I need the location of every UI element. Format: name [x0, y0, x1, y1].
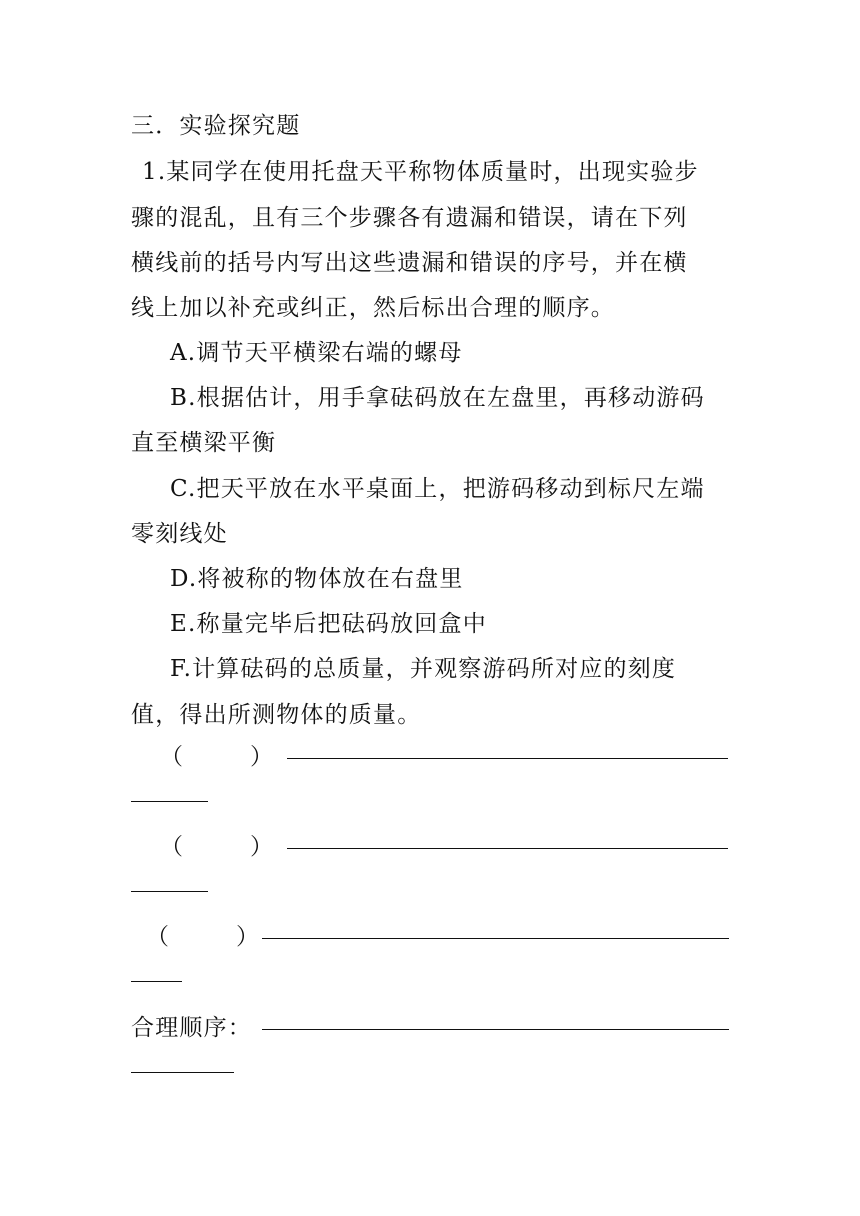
step-b-line-1: B.根据估计，用手拿砝码放在左盘里，再移动游码 [170, 385, 705, 411]
step-c-line-1: C.把天平放在水平桌面上，把游码移动到标尺左端 [170, 476, 705, 502]
open-paren: （ [160, 744, 183, 770]
order-label: 合理顺序： [131, 1015, 252, 1041]
answer-line-2b[interactable] [131, 891, 208, 892]
step-d: D.将被称的物体放在右盘里 [170, 566, 464, 592]
open-paren: （ [146, 924, 169, 950]
answer-line-2a[interactable] [287, 848, 728, 849]
answer-line-1b[interactable] [131, 801, 208, 802]
order-line-a[interactable] [262, 1029, 729, 1030]
question-line-3: 横线前的括号内写出这些遗漏和错误的序号，并在横 [131, 250, 688, 276]
step-e: E.称量完毕后把砝码放回盒中 [170, 611, 487, 637]
step-f-line-2: 值，得出所测物体的质量。 [131, 702, 422, 728]
step-c-line-2: 零刻线处 [131, 521, 228, 547]
order-line-b[interactable] [131, 1072, 234, 1073]
open-paren: （ [160, 834, 183, 860]
section-title: 三．实验探究题 [131, 113, 301, 139]
answer-line-1a[interactable] [287, 758, 728, 759]
close-paren: ） [250, 744, 273, 770]
close-paren: ） [236, 924, 259, 950]
question-line-1: 1.某同学在使用托盘天平称物体质量时，出现实验步 [142, 159, 699, 185]
answer-line-3a[interactable] [262, 938, 729, 939]
step-a: A.调节天平横梁右端的螺母 [170, 340, 463, 366]
step-f-line-1: F.计算砝码的总质量，并观察游码所对应的刻度 [170, 656, 677, 682]
question-line-4: 线上加以补充或纠正，然后标出合理的顺序。 [131, 295, 615, 321]
step-b-line-2: 直至横梁平衡 [131, 430, 277, 456]
close-paren: ） [250, 834, 273, 860]
question-line-2: 骤的混乱，且有三个步骤各有遗漏和错误，请在下列 [131, 205, 688, 231]
answer-line-3b[interactable] [131, 981, 182, 982]
